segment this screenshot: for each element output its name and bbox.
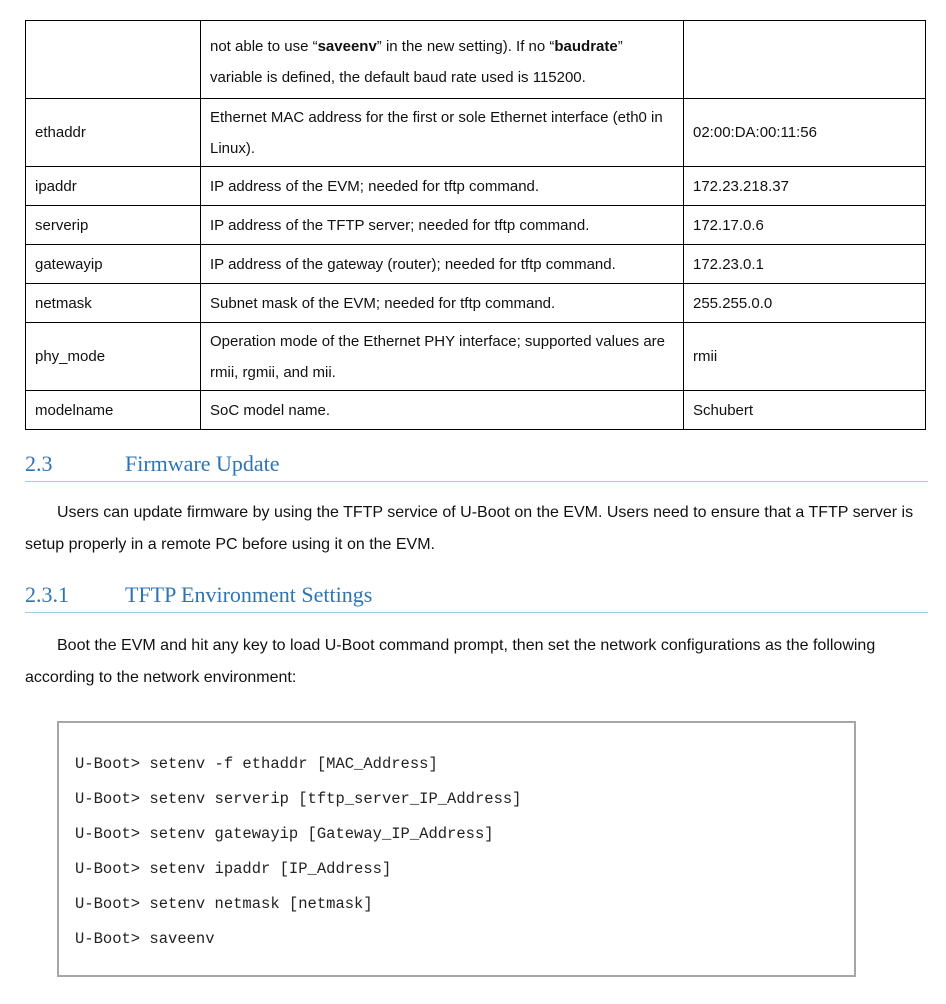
- var-name-cell: netmask: [26, 284, 201, 323]
- firmware-update-paragraph: Users can update firmware by using the TFTP service of U-Boot on the EVM. Users need to ensure that a TFTP server is setup properly in a remote PC before using it on the EVM.: [25, 504, 914, 553]
- code-line: U-Boot> setenv gatewayip [Gateway_IP_Address]: [75, 825, 494, 843]
- var-value-cell: 172.23.0.1: [684, 245, 926, 284]
- saveenv-emphasis: saveenv: [317, 37, 377, 55]
- var-desc-cell: IP address of the gateway (router); needed for tftp command.: [201, 245, 684, 284]
- code-block: [57, 721, 856, 977]
- env-variable-table: [25, 20, 926, 430]
- var-desc-cell: not able to use “saveenv” in the new setting). If no “baudrate” variable is defined, the default baud rate used is 115200.: [201, 21, 684, 99]
- var-desc-cell: Ethernet MAC address for the first or sole Ethernet interface (eth0 in Linux).: [201, 99, 684, 167]
- section-number: 2.3: [25, 451, 53, 476]
- table-row: [26, 323, 926, 391]
- section-number: 2.3.1: [25, 582, 69, 607]
- code-line: U-Boot> setenv -f ethaddr [MAC_Address]: [75, 755, 438, 773]
- code-lines: [75, 747, 521, 957]
- table-row: [26, 21, 926, 99]
- var-desc-cell: IP address of the EVM; needed for tftp command.: [201, 167, 684, 206]
- var-desc-cell: IP address of the TFTP server; needed for tftp command.: [201, 206, 684, 245]
- table-row: [26, 99, 926, 167]
- table-row: [26, 245, 926, 284]
- code-line: U-Boot> saveenv: [75, 930, 215, 948]
- var-name-cell: ethaddr: [26, 99, 201, 167]
- var-value-cell: 02:00:DA:00:11:56: [684, 99, 926, 167]
- var-value-cell: 255.255.0.0: [684, 284, 926, 323]
- var-name-cell: gatewayip: [26, 245, 201, 284]
- var-value-cell: [684, 21, 926, 99]
- var-name-cell: ipaddr: [26, 167, 201, 206]
- section-heading-tftp-settings: [25, 580, 928, 613]
- var-desc-cell: SoC model name.: [201, 391, 684, 430]
- code-line: U-Boot> setenv ipaddr [IP_Address]: [75, 860, 392, 878]
- var-name-cell: serverip: [26, 206, 201, 245]
- table-row: [26, 206, 926, 245]
- table-row: [26, 167, 926, 206]
- var-desc-cell: Subnet mask of the EVM; needed for tftp command.: [201, 284, 684, 323]
- baudrate-emphasis: baudrate: [554, 37, 618, 55]
- var-value-cell: 172.23.218.37: [684, 167, 926, 206]
- section-heading-firmware-update: [25, 449, 928, 482]
- table-row: [26, 284, 926, 323]
- code-line: U-Boot> setenv serverip [tftp_server_IP_Address]: [75, 790, 522, 808]
- code-line: U-Boot> setenv netmask [netmask]: [75, 895, 373, 913]
- var-name-cell: modelname: [26, 391, 201, 430]
- var-name-cell: phy_mode: [26, 323, 201, 391]
- var-desc-cell: Operation mode of the Ethernet PHY interface; supported values are rmii, rgmii, and mii.: [201, 323, 684, 391]
- table-row: [26, 391, 926, 430]
- var-value-cell: 172.17.0.6: [684, 206, 926, 245]
- tftp-settings-paragraph: Boot the EVM and hit any key to load U-Boot command prompt, then set the network configurations as the following according to the network environment:: [25, 637, 876, 686]
- section-title: TFTP Environment Settings: [125, 582, 373, 607]
- var-value-cell: rmii: [684, 323, 926, 391]
- var-value-cell: Schubert: [684, 391, 926, 430]
- section-title: Firmware Update: [125, 451, 280, 476]
- var-name-cell: [26, 21, 201, 99]
